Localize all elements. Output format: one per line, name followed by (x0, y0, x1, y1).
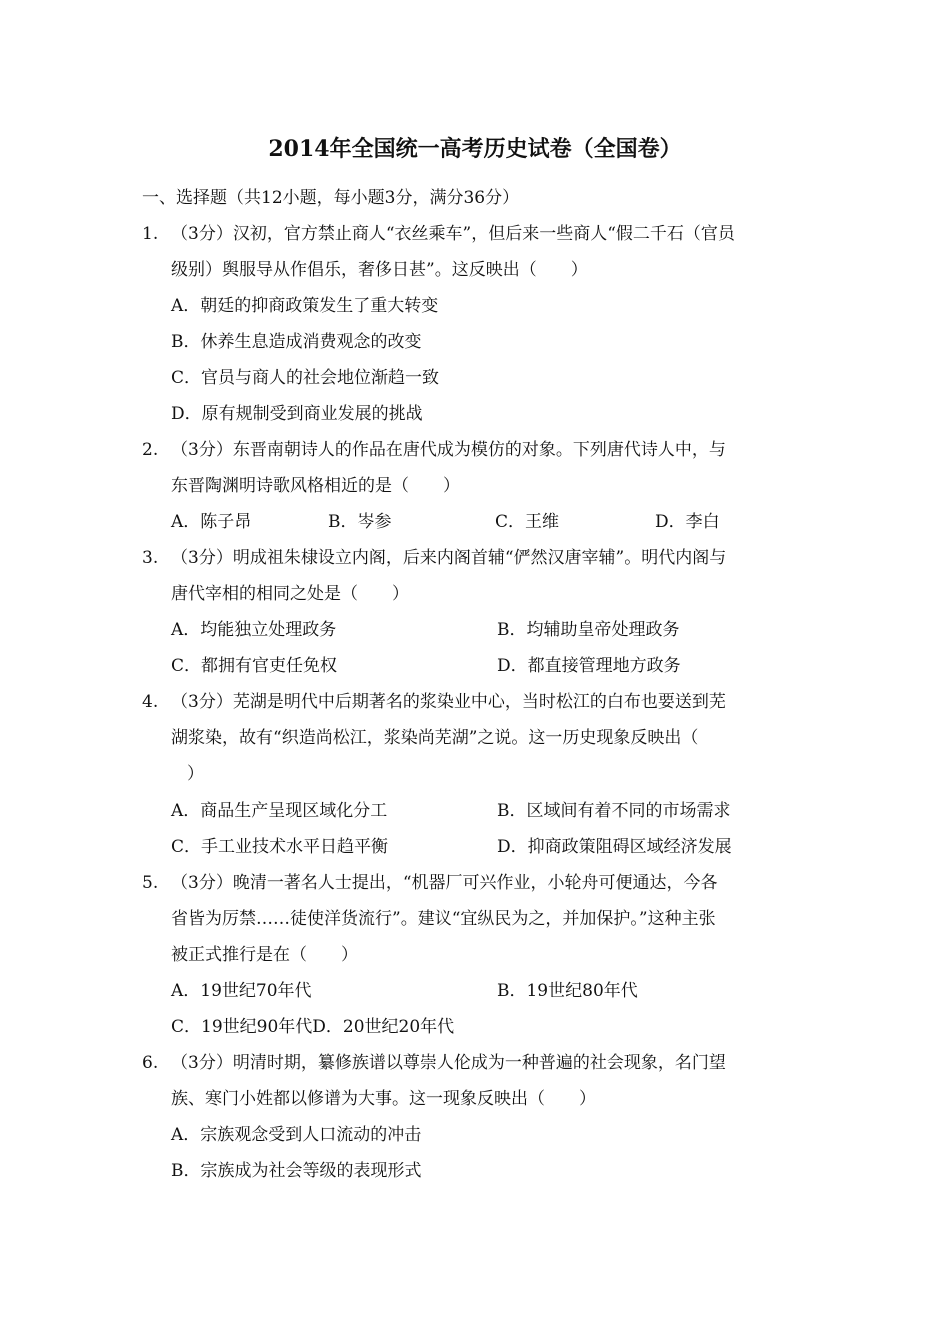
question-2-stem-line-2: 东晋陶渊明诗歌风格相近的是（ ） (171, 476, 460, 496)
question-4-number: 4. (142, 692, 159, 712)
question-6-option-a: A．宗族观念受到人口流动的冲击 (171, 1125, 422, 1145)
question-5-stem-line-3: 被正式推行是在（ ） (171, 945, 358, 965)
question-3-option-a: A．均能独立处理政务 (171, 620, 337, 640)
question-4-option-d: D．抑商政策阻碍区域经济发展 (497, 837, 732, 857)
question-1-option-a: A．朝廷的抑商政策发生了重大转变 (171, 296, 439, 316)
page-title: 2014年全国统一高考历史试卷（全国卷） (268, 136, 682, 162)
question-2-option-b: B．岑参 (328, 512, 392, 532)
question-3-stem-line-1: （3分）明成祖朱棣设立内阁，后来内阁首辅“俨然汉唐宰辅”。明代内阁与 (171, 548, 727, 568)
question-6-option-b: B．宗族成为社会等级的表现形式 (171, 1161, 422, 1181)
question-5-option-c-d: C．19世纪90年代D．20世纪20年代 (171, 1017, 455, 1037)
question-5-number: 5. (142, 873, 159, 893)
question-1-stem-line-1: （3分）汉初，官方禁止商人“衣丝乘车”，但后来一些商人“假二千石（官员 (171, 224, 735, 244)
question-2-stem-line-1: （3分）东晋南朝诗人的作品在唐代成为模仿的对象。下列唐代诗人中，与 (171, 440, 726, 460)
question-2-option-d: D．李白 (655, 512, 720, 532)
question-4-option-a: A．商品生产呈现区域化分工 (171, 801, 388, 821)
question-1-number: 1. (142, 224, 159, 244)
question-4-stem-line-2: 湖浆染，故有“织造尚松江，浆染尚芜湖”之说。这一历史现象反映出（ (171, 728, 699, 748)
question-2-option-a: A．陈子昂 (171, 512, 252, 532)
question-1-stem-line-2: 级别）舆服导从作倡乐，奢侈日甚”。这反映出（ ） (171, 260, 588, 280)
question-3-option-c: C．都拥有官吏任免权 (171, 656, 338, 676)
question-4-option-c: C．手工业技术水平日趋平衡 (171, 837, 389, 857)
question-5-option-a: A．19世纪70年代 (171, 981, 312, 1001)
question-2-number: 2. (142, 440, 159, 460)
question-4-option-b: B．区域间有着不同的市场需求 (497, 801, 731, 821)
question-4-stem-line-3: ） (187, 764, 204, 784)
question-5-stem-line-2: 省皆为厉禁……徒使洋货流行”。建议“宜纵民为之，并加保护。”这种主张 (171, 909, 716, 929)
question-4-stem-line-1: （3分）芜湖是明代中后期著名的浆染业中心，当时松江的白布也要送到芜 (171, 692, 726, 712)
question-1-option-d: D．原有规制受到商业发展的挑战 (171, 404, 423, 424)
question-3-number: 3. (142, 548, 159, 568)
question-6-stem-line-2: 族、寒门小姓都以修谱为大事。这一现象反映出（ ） (171, 1089, 596, 1109)
question-5-option-b: B．19世纪80年代 (497, 981, 638, 1001)
question-6-number: 6. (142, 1053, 159, 1073)
section-heading: 一、选择题（共12小题，每小题3分，满分36分） (142, 188, 520, 208)
question-1-option-b: B．休养生息造成消费观念的改变 (171, 332, 422, 352)
question-1-option-c: C．官员与商人的社会地位渐趋一致 (171, 368, 440, 388)
question-6-stem-line-1: （3分）明清时期，纂修族谱以尊崇人伦成为一种普遍的社会现象，名门望 (171, 1053, 726, 1073)
question-3-option-d: D．都直接管理地方政务 (497, 656, 681, 676)
question-2-option-c: C．王维 (495, 512, 560, 532)
question-5-stem-line-1: （3分）晚清一著名人士提出，“机器厂可兴作业，小轮舟可便通达，今各 (171, 873, 718, 893)
question-3-option-b: B．均辅助皇帝处理政务 (497, 620, 680, 640)
question-3-stem-line-2: 唐代宰相的相同之处是（ ） (171, 584, 409, 604)
